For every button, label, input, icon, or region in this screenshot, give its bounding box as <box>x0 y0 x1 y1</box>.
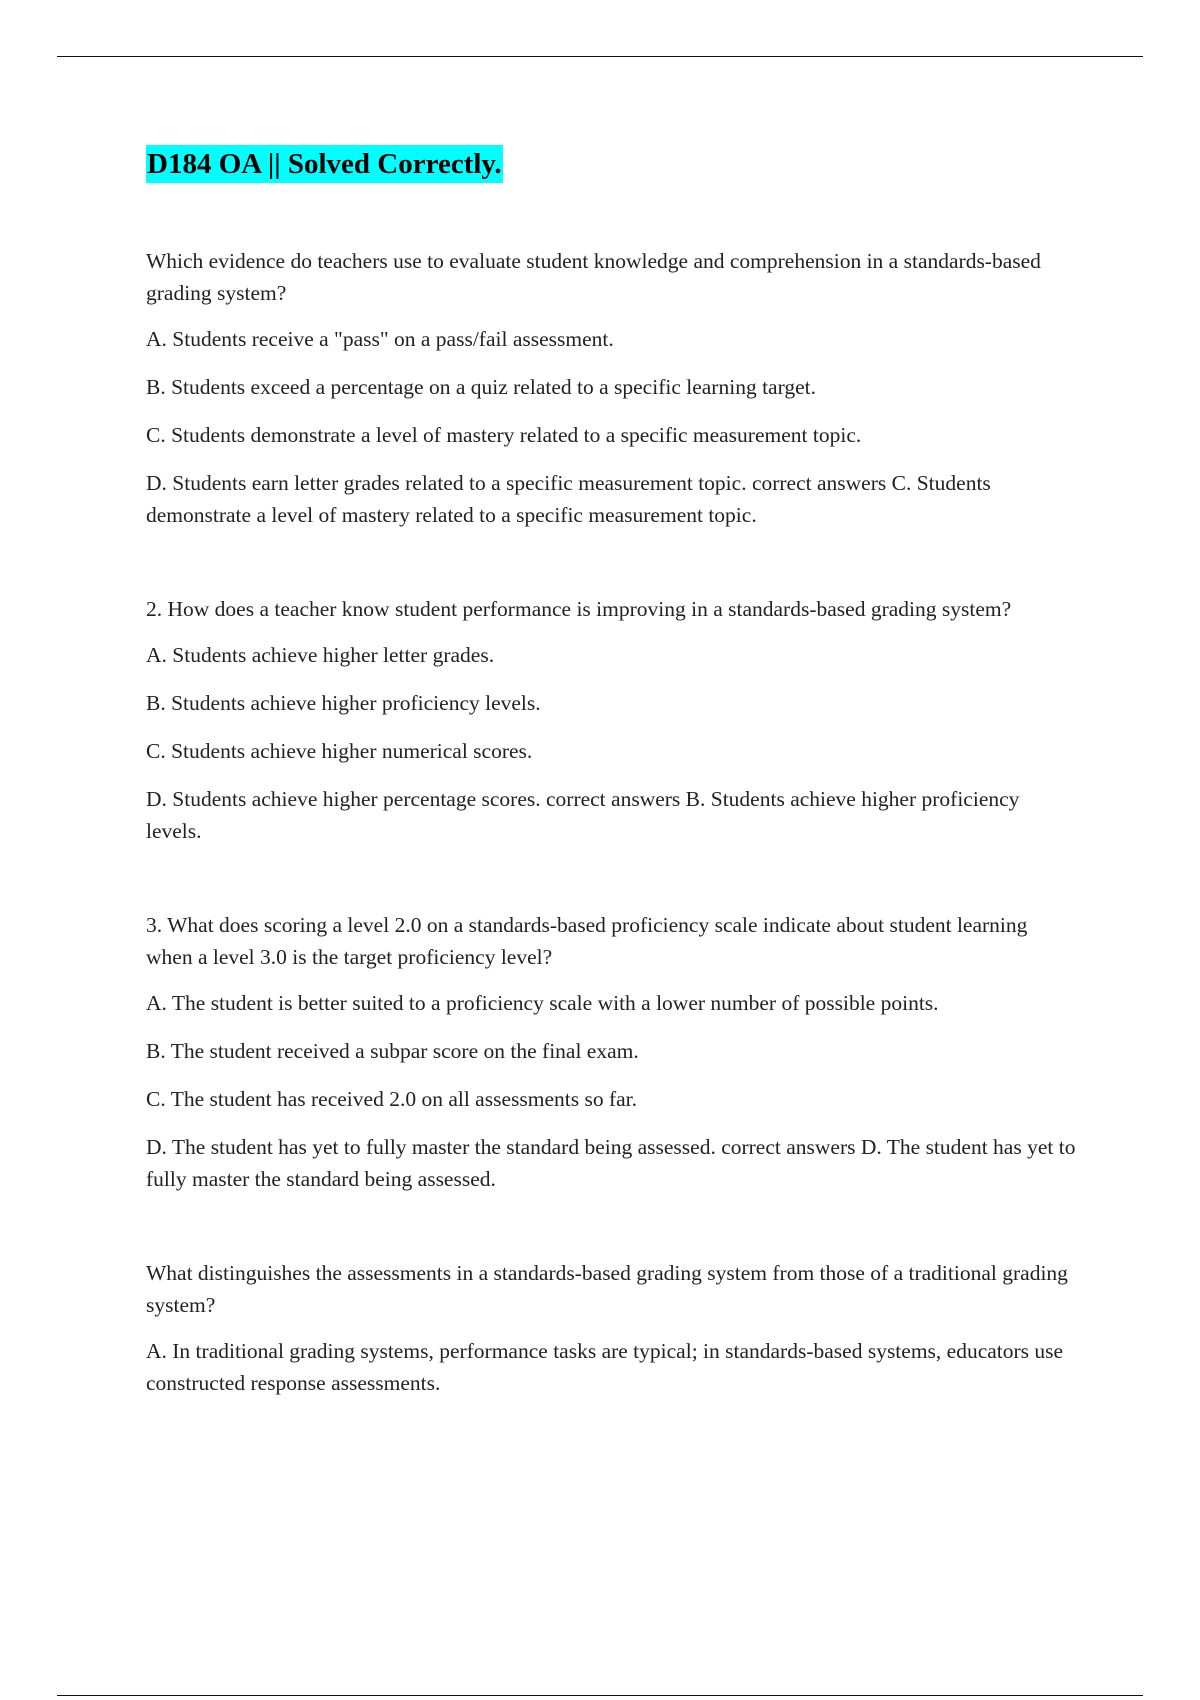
question-text: What distinguishes the assessments in a standards-based grading system from those of a traditional grading system? <box>146 1261 1068 1317</box>
question-block-3 <box>146 909 1076 1195</box>
answer-option-c: C. The student has received 2.0 on all assessments so far. <box>146 1087 638 1111</box>
answer-option-d: D. Students achieve higher percentage scores. correct answers B. Students achieve higher proficiency levels. <box>146 787 1020 843</box>
answer-option-b: B. The student received a subpar score on the final exam. <box>146 1039 639 1063</box>
answer-option-a: A. The student is better suited to a proficiency scale with a lower number of possible points. <box>146 991 939 1015</box>
question-text: Which evidence do teachers use to evaluate student knowledge and comprehension in a standards-based grading system? <box>146 249 1041 305</box>
question-text: 3. What does scoring a level 2.0 on a standards-based proficiency scale indicate about student learning when a level 3.0 is the target proficiency level? <box>146 913 1028 969</box>
answer-option-c: C. Students demonstrate a level of mastery related to a specific measurement topic. <box>146 423 862 447</box>
question-text: 2. How does a teacher know student performance is improving in a standards-based grading system? <box>146 597 1012 621</box>
answer-option-b: B. Students exceed a percentage on a quiz related to a specific learning target. <box>146 375 816 399</box>
answer-option-d: D. Students earn letter grades related to a specific measurement topic. correct answers C. Students demonstrate a level of mastery related to a specific measurement topic. <box>146 471 991 527</box>
answer-option-c: C. Students achieve higher numerical scores. <box>146 739 533 763</box>
answer-option-a: A. In traditional grading systems, performance tasks are typical; in standards-based systems, educators use constructed response assessments. <box>146 1339 1064 1395</box>
answer-option-a: A. Students achieve higher letter grades. <box>146 643 495 667</box>
document-title: D184 OA || Solved Correctly. <box>146 145 503 183</box>
answer-option-a: A. Students receive a "pass" on a pass/fail assessment. <box>146 327 614 351</box>
answer-option-d: D. The student has yet to fully master the standard being assessed. correct answers D. The student has yet to fully master the standard being assessed. <box>146 1135 1076 1191</box>
question-block-4 <box>146 1257 1076 1399</box>
question-block-1 <box>146 245 1076 531</box>
top-rule <box>57 56 1143 57</box>
answer-option-b: B. Students achieve higher proficiency levels. <box>146 691 541 715</box>
document-body <box>146 145 1076 1399</box>
bottom-rule <box>57 1695 1143 1696</box>
question-block-2 <box>146 593 1076 847</box>
